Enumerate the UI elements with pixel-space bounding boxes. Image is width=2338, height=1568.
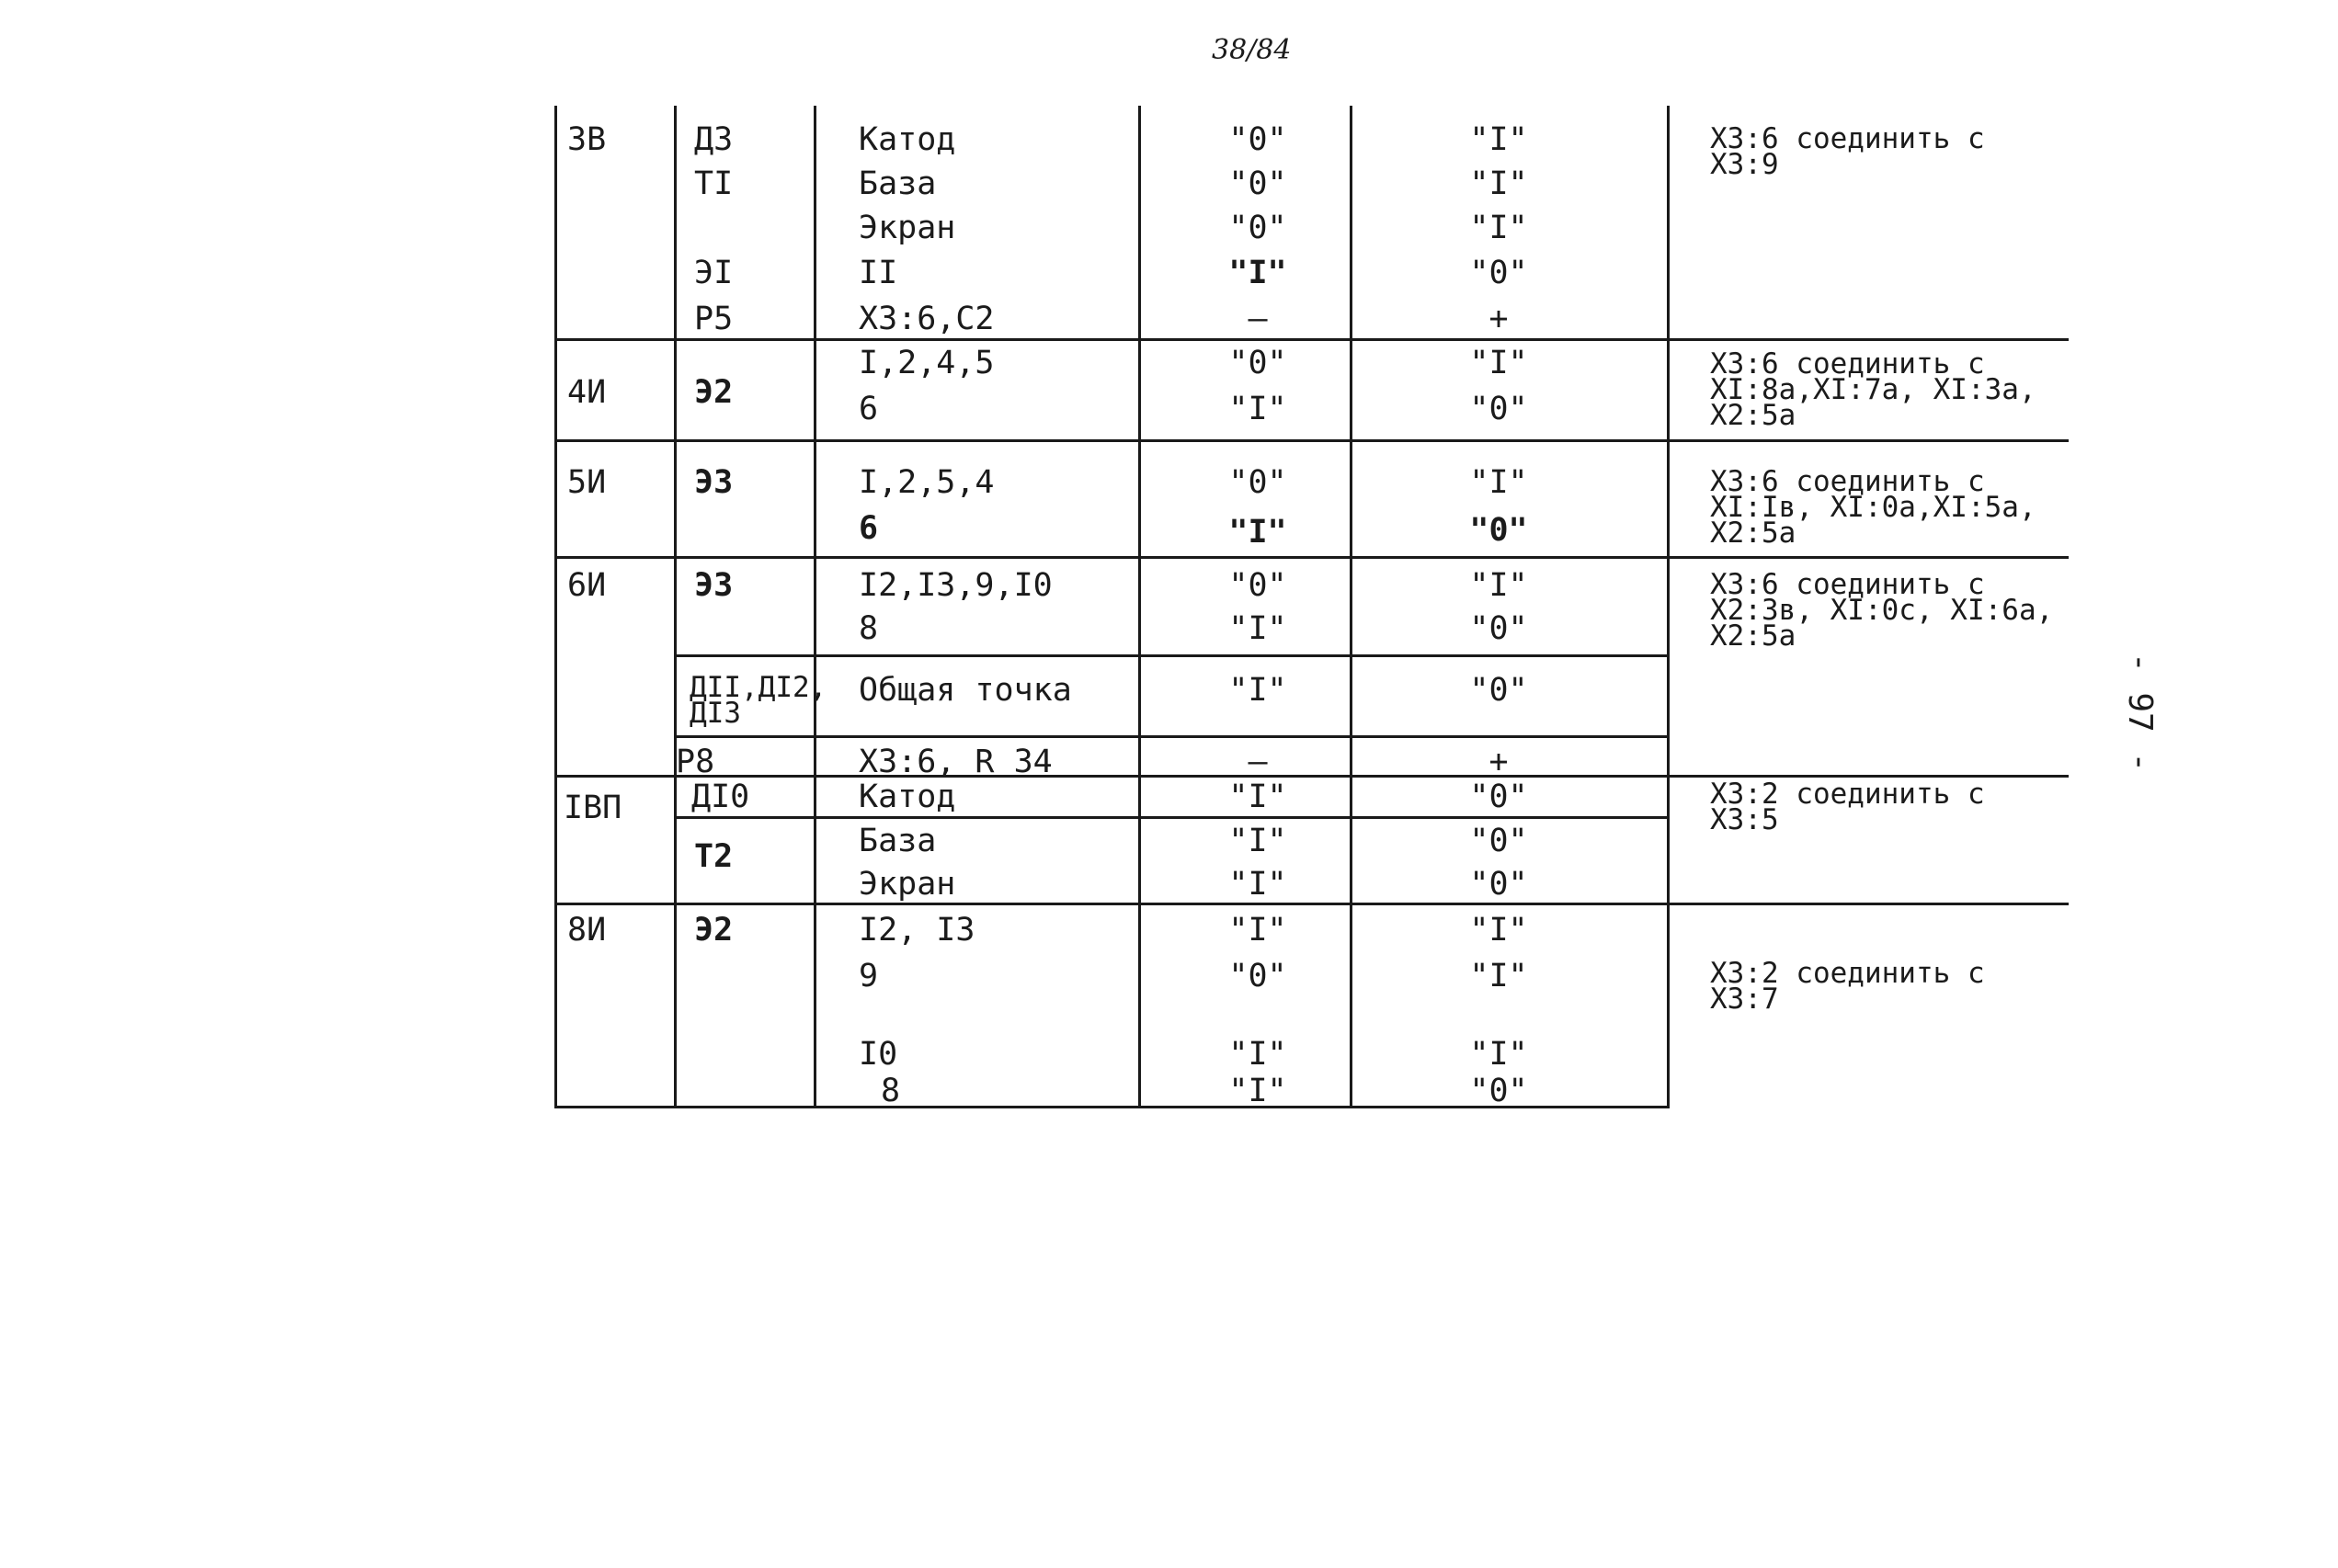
state-b: "0" [1469, 512, 1528, 549]
section-label: 5И [567, 464, 607, 501]
state-a: "I" [1228, 912, 1287, 949]
pin-label: База [859, 165, 937, 202]
section-label: 4И [567, 374, 607, 411]
state-b: "0" [1469, 866, 1528, 903]
connection-note: ХЗ:6 соединить с XI:8а,XI:7а, XI:3а, X2:5а [1710, 347, 2036, 432]
pin-label: I2, I3 [859, 912, 975, 949]
state-a: "0" [1228, 165, 1287, 202]
state-a: "0" [1228, 345, 1287, 381]
section-label: 3В [567, 121, 607, 158]
state-a: "0" [1228, 958, 1287, 994]
state-b: "I" [1469, 210, 1528, 246]
state-a: "I" [1228, 778, 1287, 815]
element-code: ЭI [694, 255, 734, 291]
pin-label: II [859, 255, 898, 291]
element-code: ДЗ [694, 121, 734, 158]
state-a: "I" [1228, 866, 1287, 903]
section-label: IВП [564, 790, 622, 826]
state-a: "0" [1228, 210, 1287, 246]
state-b: "0" [1469, 672, 1528, 709]
state-b: "0" [1469, 610, 1528, 647]
state-a: "I" [1228, 672, 1287, 709]
state-a: "I" [1228, 1073, 1287, 1109]
connection-note: ХЗ:2 соединить с ХЗ:5 [1710, 778, 1985, 836]
pin-label: I,2,4,5 [859, 345, 995, 381]
state-a: "I" [1228, 1036, 1287, 1073]
state-b: "0" [1469, 778, 1528, 815]
connection-note: ХЗ:6 соединить с ХЗ:9 [1710, 122, 1985, 181]
pin-label: I2,I3,9,I0 [859, 567, 1053, 604]
section-label: 8И [567, 912, 607, 949]
state-a: "0" [1228, 464, 1287, 501]
element-code: Э3 [694, 464, 734, 501]
handwritten-sheet-number: 38/84 [1212, 34, 1292, 66]
connection-note: ХЗ:2 соединить с ХЗ:7 [1710, 957, 1985, 1016]
connection-note: ХЗ:6 соединить с XI:Iв, XI:0а,XI:5а, X2:5а [1710, 465, 2036, 550]
pin-label: Экран [859, 210, 956, 246]
section-label: 6И [567, 567, 607, 604]
element-code: Э3 [694, 567, 734, 604]
state-b: "0" [1469, 1073, 1528, 1109]
connection-note: ХЗ:6 соединить с X2:3в, XI:0с, XI:6а, X2:5а [1710, 568, 2054, 653]
element-code: Р8 [676, 744, 715, 780]
pin-label: База [859, 823, 937, 859]
element-code: TI [694, 165, 734, 202]
state-a: "I" [1228, 823, 1287, 859]
pin-label: 8 [881, 1073, 901, 1109]
state-a: "I" [1228, 391, 1287, 427]
pin-label: Экран [859, 866, 956, 903]
state-a: "0" [1228, 121, 1287, 158]
state-b: "I" [1469, 567, 1528, 604]
state-a: "I" [1228, 514, 1287, 551]
element-code: Э2 [694, 374, 734, 411]
pin-label: 6 [859, 510, 879, 547]
pin-label: I0 [859, 1036, 898, 1073]
state-b: "0" [1469, 391, 1528, 427]
pin-label: Катод [859, 778, 956, 815]
state-a: – [1248, 744, 1268, 780]
state-b: "I" [1469, 345, 1528, 381]
state-b: "I" [1469, 1036, 1528, 1073]
page-number: - 97 - [2121, 653, 2159, 773]
state-b: "I" [1469, 464, 1528, 501]
pin-label: I,2,5,4 [859, 464, 995, 501]
state-a: "I" [1228, 610, 1287, 647]
state-b: "I" [1469, 958, 1528, 994]
pin-label: 9 [859, 958, 879, 994]
element-code: Т2 [694, 838, 734, 875]
state-a: "0" [1228, 567, 1287, 604]
pin-label: Общая точка [859, 672, 1072, 709]
state-a: – [1248, 301, 1268, 337]
element-code: Р5 [694, 301, 734, 337]
pin-label: 6 [859, 391, 879, 427]
pin-label: 8 [859, 610, 879, 647]
state-b: + [1488, 744, 1509, 780]
pin-label: Катод [859, 121, 956, 158]
state-b: "0" [1469, 255, 1528, 291]
state-a: "I" [1228, 255, 1287, 291]
state-b: "I" [1469, 121, 1528, 158]
pin-label: ХЗ:6,С2 [859, 301, 995, 337]
element-code: ДII,ДI2, ДI3 [690, 671, 827, 730]
state-b: + [1488, 301, 1509, 337]
pin-label: ХЗ:6, R 34 [859, 744, 1053, 780]
element-code: ДI0 [691, 778, 750, 815]
state-b: "0" [1469, 823, 1528, 859]
state-b: "I" [1469, 912, 1528, 949]
element-code: Э2 [694, 912, 734, 949]
state-b: "I" [1469, 165, 1528, 202]
